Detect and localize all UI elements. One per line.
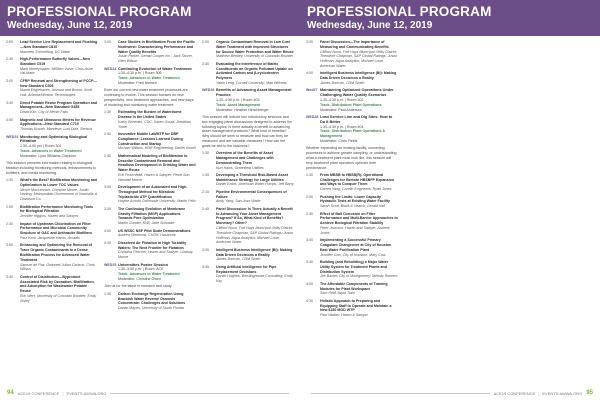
talk-title: Magnetic and Ultrasonic Meters for Revenue Applications—New Standard C715 <box>20 117 96 127</box>
right-col-1 <box>306 40 398 381</box>
session-time-room: 1:30–4:30 p.m. | Room 305 <box>118 71 162 76</box>
talk-speakers: Andy Yang, San Jose Water <box>216 199 261 204</box>
left-page-number: 94 <box>7 390 14 396</box>
talk-entry <box>202 40 294 59</box>
talk-time: 1:30 <box>6 178 13 183</box>
session-code: WED24 <box>104 66 117 71</box>
talk-speakers: Mandi Englehaven, Arizona and Brown; Scott Hall, Arizona/Weston Technologies <box>20 88 93 98</box>
talk-time: 3:45 <box>202 264 209 269</box>
talk-speakers: James Duncan, CDM Smith <box>320 80 365 85</box>
talk-title: Organic Contaminant Removal in Low Cost Water Treatment with Improved Structures for Source Water Protection and Water Reuse <box>216 40 294 54</box>
talk-speakers: Michael Wilkins, HDR Engineering; Daniel Kosell <box>118 146 196 151</box>
talk-time: 2:00 <box>6 40 13 44</box>
entry-body <box>118 154 196 183</box>
talk-title: Impact of Upstream Chlorination on Filter Performance and Microbial Community Structure of GAC and Anthracite Biofilters <box>20 221 92 236</box>
talk-entry <box>104 110 196 129</box>
session-block <box>306 115 398 144</box>
entry-body <box>20 40 98 54</box>
talk-speakers: Sam Reid, Aqua Train <box>320 291 355 296</box>
talk-title: Panel Discussion: Is There Actually a Benefit to Advancing Your Asset Management Program? If So, What Kind of Benefits? Monetary? Other? <box>216 206 293 226</box>
talk-speakers: Joe Baxter, City of Montgomery; Melody Romero <box>320 274 398 279</box>
talk-time: 2:00 <box>104 131 111 136</box>
talk-speakers: Daniel Erdos, American Water Pumps; Jeff Barry <box>216 182 294 187</box>
entry-body <box>320 88 398 112</box>
talk-time: 1:30 <box>306 172 313 177</box>
footer-separator: | <box>538 390 540 396</box>
session-block <box>6 135 98 159</box>
talk-time: 4:00 <box>104 228 111 233</box>
session-description: This session will include two introductory sessions and two engaging panel discussions designed to address the following topics: Is there actually a benefit to advancing asset management practices? What kind of benefits? Why should we seek to measure and how can they be measured and are valuable measures? How can the goals be tied to the business? <box>202 114 293 148</box>
talk-entry <box>104 241 196 260</box>
talk-entry <box>306 195 398 209</box>
talk-entry <box>6 222 98 241</box>
entry-body <box>20 118 98 132</box>
talk-entry <box>6 205 98 219</box>
session-track: Track: Distribution Plant Operations <box>320 102 382 107</box>
session-title: Maintaining Optimized Operations Under Challenging Water Quality Scenarios <box>320 88 394 98</box>
right-footer-url[interactable]: EVENTS.AWWA.ORG <box>542 390 583 396</box>
talk-speakers: Erik Rosenfeldt, Hazen & Sawyer; Pavel Sun, Wendell Moore <box>118 172 191 182</box>
session-code: Wed27 <box>306 88 318 93</box>
entry-body <box>20 205 98 219</box>
talk-speakers: Clifford Nova, Fort Hays Municipal Utility District; Theodore Chapman, S&P Global Ratings; Justin Hoffman, Aqua Analytics; Michael Lowe, American Water <box>216 226 294 245</box>
talk-time: 3:30 <box>306 260 313 265</box>
talk-title: Building (and Rebuilding) a Major Water Utility System for Treatment Plants and Distribution System <box>320 260 389 274</box>
right-page-date: Wednesday, June 12, 2019 <box>307 20 433 31</box>
entry-body <box>20 79 98 98</box>
talk-title: Developing a Threshold Risk-Based Asset Maintenance Strategy for Large Utilities <box>216 172 288 182</box>
talk-time: 2:00 <box>6 204 13 209</box>
talk-title: Mathematical Modeling of Biofiltration to Describe Contaminant Removal and Headloss Development in Drinking Water and Water Reuse <box>118 153 196 173</box>
talk-entry <box>6 57 98 76</box>
talk-speakers: Justin Parker, Gerald Cooper Inc.; Jack Stover, Glen Wilson <box>118 54 193 64</box>
left-footer-url[interactable]: EVENTS.AWWA.ORG <box>66 390 107 396</box>
talk-speakers: Samuel de Paz, Gwinnett Julian Carlson, Chris Wilson <box>20 262 95 272</box>
left-page-title: PROFESSIONAL PROGRAM <box>7 4 192 19</box>
entry-body <box>216 190 294 204</box>
session-time-room: 1:30–4:30 p.m. | Room 302 <box>320 97 364 102</box>
right-col-2 <box>404 40 496 381</box>
session-code: WED28 <box>306 114 319 119</box>
talk-entry <box>306 212 398 236</box>
session-track: Track: Distribution Plant Operations & Management <box>320 129 386 139</box>
left-page-footer <box>7 389 293 397</box>
talk-entry <box>202 190 294 204</box>
talk-time: 4:00 <box>6 117 13 122</box>
talk-time: 4:30 <box>306 298 313 303</box>
session-moderator: Moderator: Paul Anderson <box>320 107 362 112</box>
entry-body <box>320 299 398 318</box>
left-col-2 <box>104 40 196 381</box>
session-time-room: 1:30–4:30 p.m. | Room 403 <box>216 97 260 102</box>
talk-speakers: Martin Gunder, KWI; Jake Schrader <box>118 221 175 226</box>
talk-time: 2:30 <box>306 211 313 216</box>
entry-body <box>320 115 398 144</box>
talk-entry <box>202 248 294 262</box>
right-page-footer <box>307 389 593 397</box>
talk-entry <box>202 265 294 284</box>
talk-entry <box>202 62 294 86</box>
session-description: Join us for the latest in research and study. <box>104 284 173 289</box>
talk-time: 2:30 <box>6 221 13 226</box>
right-page-columns <box>306 40 594 381</box>
session-moderator: Moderator: Christine Owen <box>118 277 161 281</box>
session-track: Track: Asset Management <box>216 102 261 107</box>
talk-time: 4:00 <box>306 281 313 286</box>
talk-entry <box>306 282 398 296</box>
talk-title: From MBSB to HBSB(R)- Operational Challenges for Remote HBSBFP Expansion and Ways to Conquer Them <box>320 172 395 187</box>
entry-body <box>118 241 196 260</box>
talk-entry <box>104 207 196 226</box>
talk-speakers: Eric Wert, University of Colorado Boulder; Emily Sisley <box>20 293 97 303</box>
talk-time: 3:30 <box>306 40 313 44</box>
right-col-3 <box>502 40 594 381</box>
entry-body <box>216 40 294 59</box>
session-track: Track: Advances in Water Treatment <box>118 272 180 277</box>
talk-title: CFRP Renewal and Strengthening of PCCP—New Standard C305 <box>20 78 98 88</box>
talk-speakers: Jennifer Guo, City of Houston; Mary Cruz <box>320 252 386 257</box>
talk-title: Lead Service Line Replacement and Flushing—New Standard C810 <box>20 40 98 49</box>
entry-body <box>20 222 98 241</box>
session-moderator: Moderator: Chris Fields <box>320 138 358 143</box>
talk-speakers: Christina Fletcher, Hazen and Sawyer; Lindsay Moore <box>118 250 193 260</box>
talk-time: 3:30 <box>104 206 111 211</box>
talk-title: US WSSC NSF Pilot Scale Demonstrations <box>118 228 191 233</box>
talk-time: 3:30 <box>6 100 13 105</box>
entry-body <box>118 40 196 64</box>
talk-entry <box>306 40 398 69</box>
talk-time: 2:00 <box>202 40 209 44</box>
entry-body <box>118 67 196 86</box>
entry-body <box>216 173 294 187</box>
talk-time: 2:15 <box>202 189 209 194</box>
talk-entry <box>104 132 196 151</box>
talk-title: Effect of Ball Corrosion on Filter Performance and Multi-Barrier Approaches to Achieve Biological Filtration Stability <box>320 211 398 226</box>
entry-body <box>118 110 196 129</box>
talk-entry <box>306 299 398 318</box>
talk-title: Intelligent Business Intelligence (BI): Making Data Driven Decisions a Reality <box>320 71 397 81</box>
session-track: Track: Advances in Water Treatment <box>20 148 82 153</box>
talk-entry <box>6 243 98 272</box>
talk-title: Holistic Approach to Preparing and Equipping Staff to Operate and Maintain a New $150 MGD WTP <box>320 298 392 313</box>
talk-time: 3:00 <box>104 185 111 190</box>
entry-body <box>118 207 196 226</box>
entry-body <box>20 243 98 272</box>
talk-time: 3:00 <box>6 78 13 83</box>
session-moderator: Moderator: Heather Hirschberger <box>216 107 269 112</box>
entry-body <box>20 135 98 159</box>
talk-entry <box>6 118 98 132</box>
talk-title: Intelligent Business Intelligence (BI): Making Data Driven Decisions a Reality <box>216 247 293 257</box>
talk-speakers: Kurt Haws, Greenfield Utilities <box>216 165 264 170</box>
talk-speakers: Daniel Hughes, Westinghouse Consulting; Emily Kay <box>216 274 294 284</box>
talk-entry <box>6 178 98 202</box>
talk-speakers: Sarah Scott, Black & Veatch; Gerald Hall <box>320 204 385 209</box>
session-title: Benefits of Advancing Asset Management Practice <box>216 88 292 98</box>
entry-body <box>320 238 398 257</box>
talk-entry <box>306 260 398 279</box>
talk-entry <box>104 229 196 239</box>
talk-speakers: Paul Walker, Hazen & Sawyer <box>320 313 368 318</box>
talk-speakers: Kathy Benedict, CDC; Karen Gould; Jonathan Yoder <box>118 119 191 129</box>
talk-time: 3:30 <box>202 247 209 252</box>
entry-body <box>118 263 196 282</box>
left-page-columns <box>6 40 294 381</box>
talk-time: 2:00 <box>306 194 313 199</box>
talk-entry <box>6 101 98 115</box>
talk-title: Case Studies in Biofiltration From the Pacific Northwest: Characterizing Performance and Water Quality Benefits <box>118 40 195 54</box>
talk-time: 4:00 <box>306 71 313 76</box>
entry-body <box>320 260 398 279</box>
session-description: Even our current new water treatment processes are continuing to evolve. This session focuses on new perspectives, new treatment approaches, and new ways of modeling and monitoring water treatment. <box>104 88 194 107</box>
talk-speakers: Thomas Krauth, Mandeve; Luis Diaz, Sensus <box>20 127 93 132</box>
talk-time: 4:30 <box>104 240 111 245</box>
talk-speakers: Andrew Weinhold, CH2M; Hasbrook <box>118 233 176 238</box>
session-title: Monitoring and Optimizing Biological Filtration <box>20 134 88 144</box>
talk-speakers: Peter Johnson, Hazen and Sawyer; Andrew Jones <box>320 226 390 235</box>
footer-rule <box>311 393 490 394</box>
talk-speakers: Nicole MacLennan, Christine Moore, Justin Harting; Metropolitan Government of Nashville & Davidson Co. <box>20 187 98 202</box>
session-moderator: Moderator: Lynn Williams-Clayborn <box>20 153 76 158</box>
talk-speakers: Jennifer Higgins, Hazen and Sawyer <box>20 214 79 219</box>
talk-title: The Continuing Evolution of Membrane Gravity Filtration (MGF) Applications Towards Pore Optimization <box>118 206 186 221</box>
footer-separator: | <box>62 390 64 396</box>
talk-entry <box>202 173 294 187</box>
session-block <box>306 88 398 112</box>
talk-entry <box>6 275 98 304</box>
session-block <box>202 88 294 112</box>
talk-speakers: Daniel Mayes, University of South Florida <box>118 306 184 311</box>
talk-speakers: Clifford Nova, Fort Hays Municipal Utility District; Theodore Chapman, S&P Global Ratings; Justin Hoffman, Aqua Analytics; Michael Lowe, American Water <box>320 49 398 68</box>
footer-rule <box>110 393 289 394</box>
talk-title: The Affordable Components of Training Modules for Plant Workspace <box>320 281 388 291</box>
left-col-1 <box>6 40 98 381</box>
talk-speakers: Darren Yang, Carollo Engineers; Ryan Jones <box>320 187 392 192</box>
entry-body <box>320 173 398 192</box>
talk-entry <box>306 238 398 257</box>
entry-body <box>320 195 398 209</box>
right-page <box>300 0 600 403</box>
talk-title: Estimating the Burden of Waterborne Disease in the United States <box>118 110 182 119</box>
left-page-header <box>0 0 300 36</box>
session-time-room: 1:30–4:00 pm | Room 301 <box>20 144 62 149</box>
session-title: Lead Service Line and Dig Sites: How to Do It Better <box>320 114 393 124</box>
talk-title: Enhancing and Optimizing the Removal of Trace Organic Contaminants in a Dense Biofiltration Process for Advanced Water Treatment <box>20 243 93 262</box>
talk-title: Using Artificial Intelligence for Pipe Replacement Decisions <box>216 264 277 274</box>
talk-entry <box>104 292 196 311</box>
talk-speakers: Matthew Bentley, University of Colorado Boulder <box>216 54 294 59</box>
talk-title: Dissolved Air Flotation in High Turbidity Waters: The Next Frontier for Flotation <box>118 240 187 250</box>
session-title: Continuing Evolution of Water Treatment <box>118 66 192 71</box>
entry-body <box>320 71 398 85</box>
entry-body <box>216 88 294 112</box>
talk-title: High-Performance Butterfly Valves—New Standard C519 <box>20 56 91 66</box>
left-col-3 <box>202 40 294 381</box>
talk-time: 1:30 <box>202 151 209 156</box>
talk-title: Development of an Automated and High-Throughput Method for Microbial Triplasticide ATP Quantification <box>118 185 188 199</box>
session-block <box>104 67 196 86</box>
talk-entry <box>306 71 398 85</box>
talk-entry <box>104 185 196 204</box>
session-block <box>104 263 196 282</box>
talk-entry <box>202 151 294 170</box>
talk-speakers: David Kim, City of Menlo Falls <box>20 110 68 115</box>
talk-entry <box>104 154 196 183</box>
talk-time: 3:00 <box>306 238 313 243</box>
left-footer-conference: ACE19 CONFERENCE <box>17 390 60 396</box>
entry-body <box>216 265 294 284</box>
talk-title: Panel Discussion—The Importance of Measuring and Communicating Benefits <box>320 40 389 49</box>
talk-speakers: James Duncan, CDM Smith <box>216 257 261 262</box>
session-code: WED26 <box>202 88 215 93</box>
talk-time: 1:30 <box>104 291 111 296</box>
talk-time: 2:30 <box>6 56 13 61</box>
talk-speakers: Mark Moneymaker, Milliken Valve; Chris Ashe, Val-Matic <box>20 66 94 76</box>
entry-body <box>20 101 98 115</box>
entry-body <box>216 151 294 170</box>
entry-body <box>216 207 294 245</box>
talk-speakers: Maureen Schmelling, DC Water <box>20 49 71 54</box>
talk-title: Overview of the Benefits of Asset Management and Challenges with Demonstrating Them <box>216 151 274 165</box>
entry-body <box>118 292 196 311</box>
session-code: WED25 <box>104 262 117 267</box>
session-title: Universities Poster Session <box>118 262 169 267</box>
talk-title: Innovative Mobile Lab/MTP for DBP Compliance: Lessons Learned During Construction and Startup <box>118 131 183 146</box>
session-moderator: Moderator: Fred Nielsen <box>118 80 157 85</box>
talk-time: 3:00 <box>104 40 111 44</box>
talk-entry <box>202 207 294 245</box>
session-track: Track: Advances in Water Treatment <box>118 76 180 81</box>
talk-time: 1:30 <box>104 110 111 115</box>
talk-time: 2:30 <box>202 61 209 66</box>
talk-title: Biofiltration Performance Monitoring Tools for Biological Filtration <box>20 204 94 214</box>
talk-entry <box>104 40 196 64</box>
session-description: Whether expanding an existing facility, converting processes to achieve greater sampling, or understanding what a treatment plant must look like, this session will help treatment plant operators optimize their performance. <box>306 146 397 170</box>
session-code: WED23 <box>6 134 19 139</box>
talk-time: 1:45 <box>202 172 209 177</box>
entry-body <box>320 212 398 236</box>
talk-title: Control of Disinfection—Byproduct Associated Risk by Ozonation, Biofiltration, and Adsorption for Wastewater Potable Reuse <box>20 274 95 294</box>
entry-body <box>118 229 196 239</box>
talk-title: What's the Best? Biofiltration Monitoring and Optimization to Lower TOC Values <box>20 178 98 187</box>
talk-time: 2:30 <box>104 153 111 158</box>
talk-entry <box>6 40 98 54</box>
talk-title: Pipeline Environmental Consequences of Failure <box>216 189 287 199</box>
talk-time: 2:45 <box>202 206 209 211</box>
talk-speakers: Haylee Arnold, Dalhousie University; Martin Felix <box>118 199 196 204</box>
entry-body <box>20 57 98 76</box>
talk-title: Pushing the Limits: Lower Capacity Hydraulic Tests at Existing Water Facility <box>320 194 390 204</box>
entry-body <box>20 275 98 304</box>
talk-title: Direct Potable Reuse Program Operation and Management—New Standard G485 <box>20 100 98 110</box>
entry-body <box>118 132 196 151</box>
left-page-date: Wednesday, June 12, 2019 <box>7 20 133 31</box>
right-page-number: 95 <box>586 390 593 396</box>
talk-speakers: Yalan Leng, Cornell University; Mae Wilkens <box>216 80 287 85</box>
entry-body <box>216 62 294 86</box>
entry-body <box>320 40 398 69</box>
talk-entry <box>306 173 398 192</box>
entry-body <box>118 185 196 204</box>
talk-title: Carbon Exchange Regeneration Using Brackish Water Reverse Osmosis Concentrate: Challenges and Solutions <box>118 291 186 306</box>
entry-body <box>20 178 98 202</box>
talk-time: 3:30 <box>6 274 13 279</box>
session-time-room: 1:30–4:30 p.m. | Room 404 <box>320 124 364 129</box>
right-page-header <box>300 0 600 36</box>
right-footer-conference: ACE19 CONFERENCE <box>493 390 536 396</box>
talk-speakers: Paul Kent, Jacqueline Hanks, Arcadis <box>20 236 80 241</box>
right-page-title: PROFESSIONAL PROGRAM <box>307 4 492 19</box>
talk-title: Evaluating the Interference of Matrix Constituents on Organic Pollutant Uptake on Activated Carbon and β-cyclodextrin Polymers <box>216 61 293 81</box>
talk-title: Implementing a Successful Primary Coagulant Changeover at City of Houston East Water Purification Plant <box>320 238 392 252</box>
talk-time: 3:00 <box>6 243 13 248</box>
session-description: This session presents information relating to biological filtration including monitoring methods, enhancements to biofilters, and media monitoring. <box>6 161 96 175</box>
entry-body <box>216 248 294 262</box>
session-time-room: 1:30–3:00 p.m. | Room: ACE <box>118 267 164 272</box>
entry-body <box>320 282 398 296</box>
talk-entry <box>6 79 98 98</box>
